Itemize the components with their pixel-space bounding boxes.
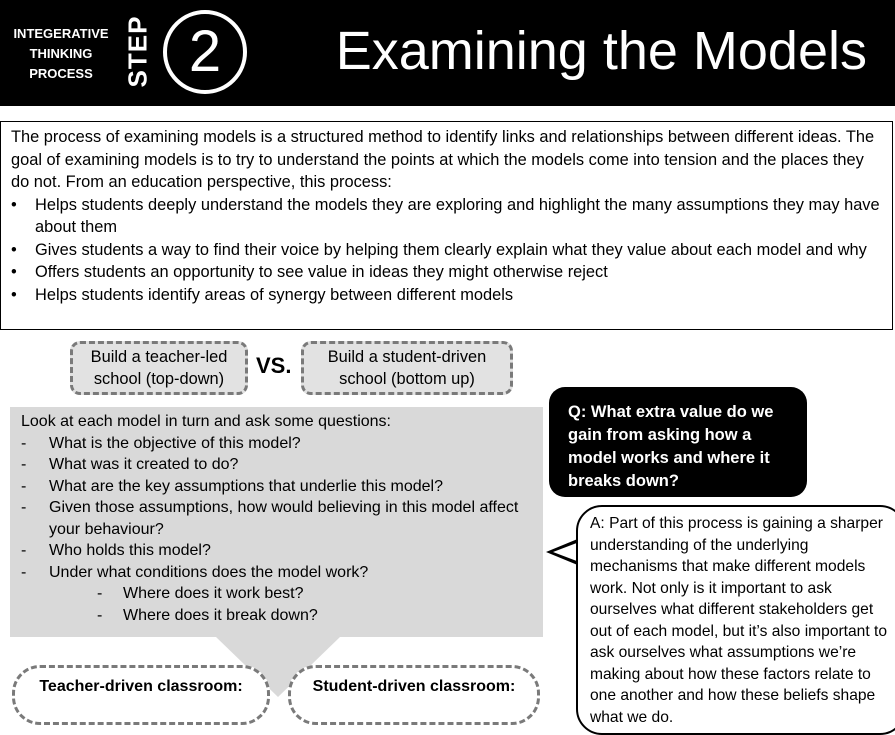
questions-intro: Look at each model in turn and ask some questions:: [21, 413, 391, 430]
question-bubble: Q: What extra value do we gain from asking how a model works and where it breaks down?: [549, 387, 807, 497]
teacher-driven-card: Teacher-driven classroom:: [12, 665, 270, 725]
vs-label: VS.: [256, 353, 292, 378]
intro-bullet: • Offers students an opportunity to see value in ideas they might otherwise reject: [11, 261, 884, 284]
question-sub-item: - Where does it break down?: [21, 605, 543, 627]
question-item: - Under what conditions does the model work?: [21, 562, 543, 584]
intro-box: [0, 121, 893, 330]
model-a-box: [70, 341, 248, 395]
step-label: [118, 16, 158, 86]
question-item: - Given those assumptions, how would believing in this model affect your behaviour?: [21, 497, 543, 540]
intro-bullet: • Helps students deeply understand the models they are exploring and highlight the many assumptions they may have about them: [11, 194, 884, 239]
process-label-line: PROCESS: [29, 66, 93, 81]
process-label-line: INTEGERATIVE: [13, 26, 109, 41]
model-b-line: Build a student-driven: [327, 348, 487, 366]
intro-bullet: • Helps students identify areas of synergy between different models: [11, 284, 884, 307]
model-a-line: Build a teacher-led: [90, 348, 228, 366]
question-sub-item: - Where does it work best?: [21, 583, 543, 605]
header-banner: [0, 0, 895, 106]
questions-box: [10, 407, 543, 637]
intro-bullet-list: [11, 194, 884, 307]
model-b-line: school (bottom up): [339, 370, 475, 388]
step-label-text: STEP: [122, 15, 153, 87]
student-driven-card: Student-driven classroom:: [288, 665, 540, 725]
process-label: [2, 24, 120, 84]
intro-bullet: • Gives students a way to find their voice by helping them clearly explain what they value about each model and why: [11, 239, 884, 262]
question-item: - What was it created to do?: [21, 454, 543, 476]
question-item: - What is the objective of this model?: [21, 433, 543, 455]
process-label-line: THINKING: [29, 46, 93, 61]
intro-paragraph: The process of examining models is a structured method to identify links and relationships between different ideas. The goal of examining models is to try to understand the points at which the models come into tension and the places they do not. From an education perspective, this process:: [11, 128, 875, 191]
model-b-box: [301, 341, 513, 395]
page-title: Examining the Models: [335, 21, 867, 81]
question-item: - What are the key assumptions that underlie this model?: [21, 476, 543, 498]
answer-bubble: A: Part of this process is gaining a sharper understanding of the underlying mechanisms that make different models work. Not only is it important to ask ourselves what different stakeholders get out of each model, but it’s also important to ask ourselves what assumptions we’re making about how these factors relate to one another and how these beliefs shape what we do.: [576, 505, 895, 735]
question-item: - Who holds this model?: [21, 540, 543, 562]
model-a-line: school (top-down): [93, 370, 225, 388]
questions-list: [21, 433, 543, 627]
step-number-circle: 2: [163, 10, 247, 94]
